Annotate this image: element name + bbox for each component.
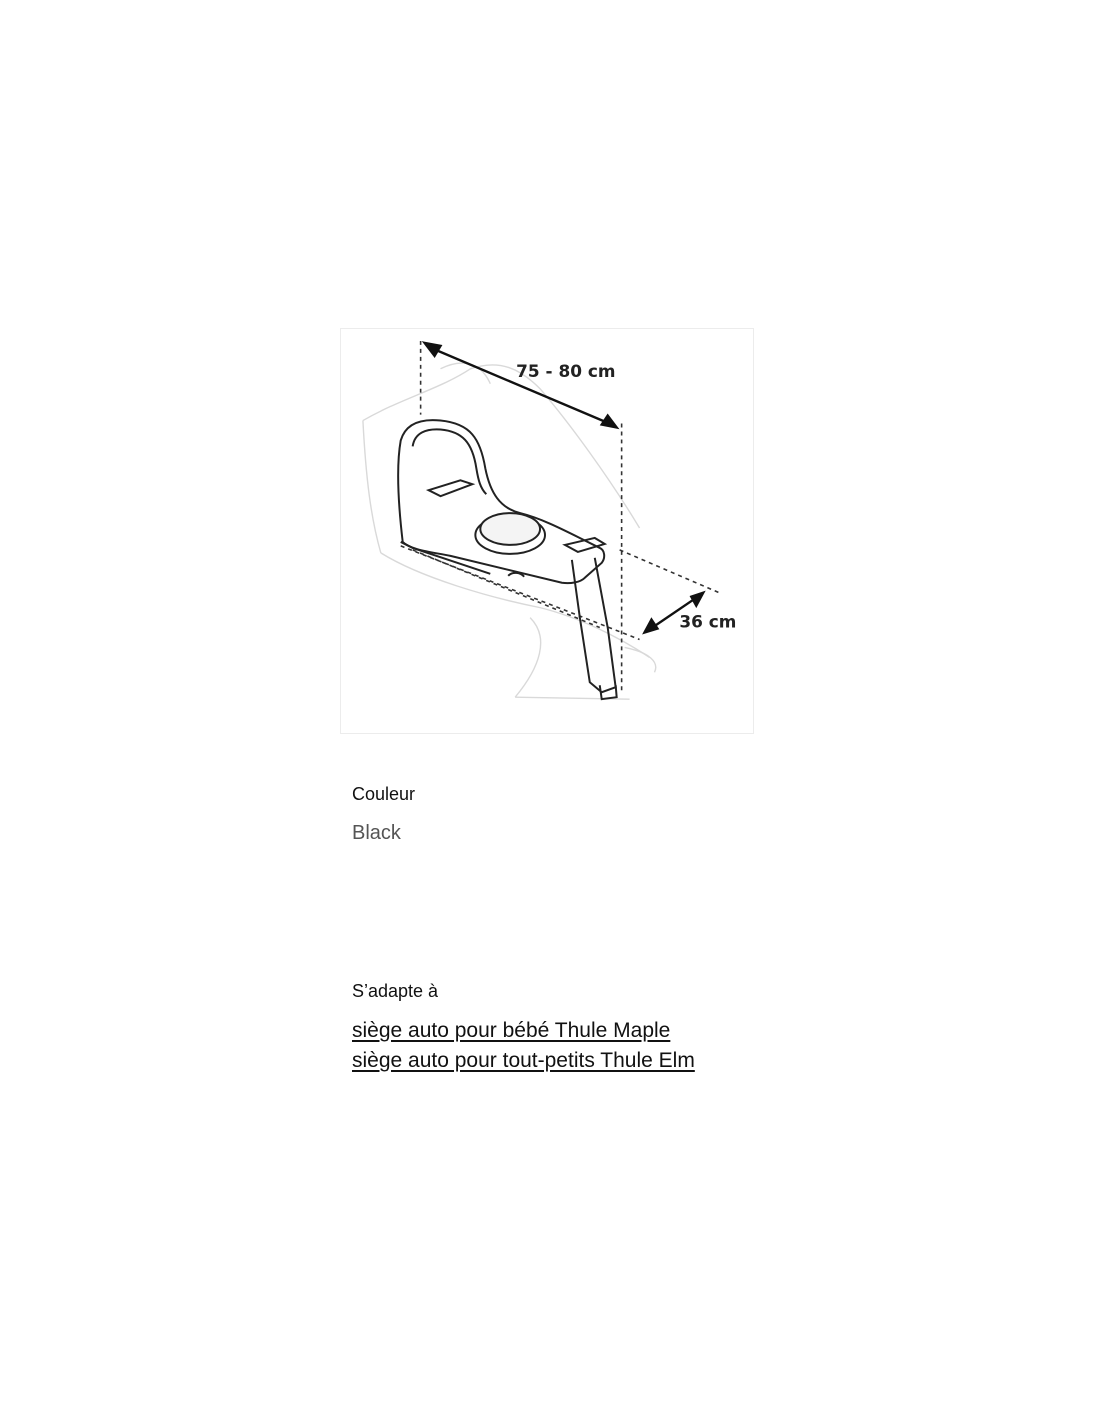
width-dimension-label: 36 cm [679, 611, 737, 632]
color-label: Couleur [352, 784, 416, 804]
link-thule-maple[interactable]: siège auto pour bébé Thule Maple [352, 1019, 671, 1042]
color-value: Black [352, 822, 401, 844]
car-seat-base-diagram [341, 329, 753, 733]
product-dimension-image [340, 328, 754, 734]
fits-label: S’adapte à [352, 981, 439, 1001]
link-thule-elm[interactable]: siège auto pour tout-petits Thule Elm [352, 1049, 695, 1072]
length-dimension-label: 75 - 80 cm [516, 360, 616, 381]
